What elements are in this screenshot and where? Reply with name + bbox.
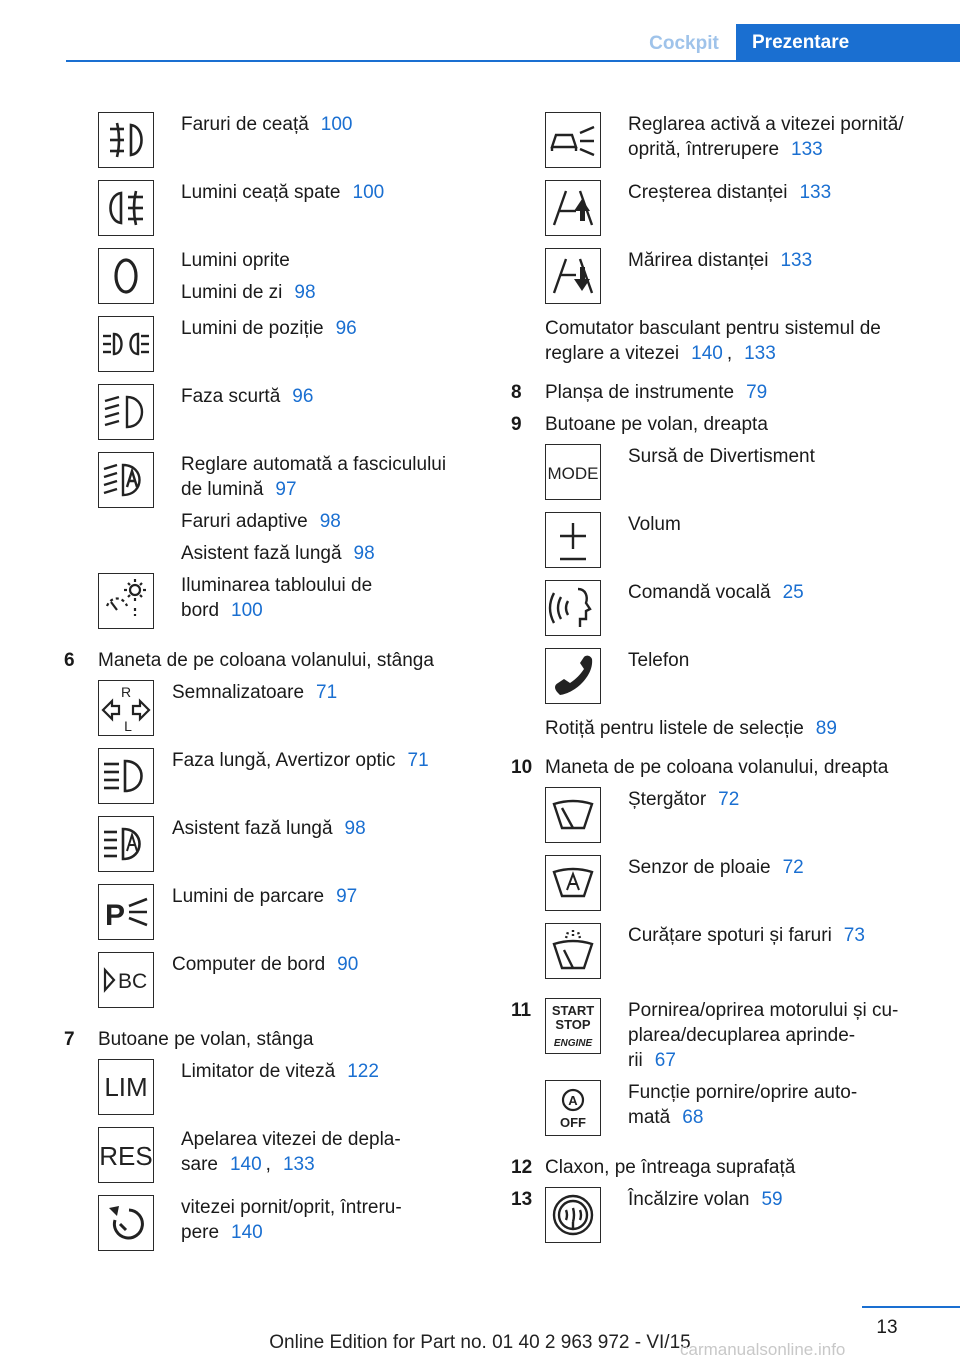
- light-label: de lumină 97: [181, 479, 297, 500]
- section-title: Butoane pe volan, dreapta: [545, 414, 768, 435]
- item-label: Mărirea distanței 133: [628, 250, 813, 271]
- page-ref-link[interactable]: 133: [799, 182, 832, 203]
- auto-headlight-icon: [98, 452, 154, 508]
- light-label: Reglare automată a fasciculului: [181, 454, 447, 475]
- item-label: oprită, întrerupere 133: [628, 139, 823, 160]
- page-ref-link[interactable]: 100: [320, 114, 353, 135]
- res-icon-text: RES: [99, 1141, 153, 1171]
- section-number: 11: [511, 1000, 532, 1021]
- stop-icon-text: STOP: [555, 1017, 591, 1032]
- page-ref-link[interactable]: 97: [275, 479, 297, 500]
- section-number: 10: [511, 757, 533, 778]
- svg-text:A: A: [568, 1093, 578, 1108]
- voice-command-icon: [545, 580, 601, 636]
- edition-footer: Online Edition for Part no. 01 40 2 963 972 - VI/15: [269, 1332, 691, 1353]
- page-ref-link[interactable]: 73: [843, 925, 865, 946]
- section-title: Claxon, pe întreaga suprafață: [545, 1157, 796, 1178]
- page-ref-link[interactable]: 68: [682, 1107, 704, 1128]
- page-ref-link[interactable]: 140: [229, 1154, 262, 1175]
- mode-icon: [545, 444, 601, 500]
- page-ref-link[interactable]: 72: [718, 789, 740, 810]
- rocker-label: Comutator basculant pentru sistemul de: [545, 318, 881, 339]
- item-label: Apelarea vitezei de depla-: [181, 1129, 401, 1150]
- page-ref-link[interactable]: 79: [746, 382, 768, 403]
- cruise-control-icon: [98, 1195, 154, 1251]
- page-ref-link[interactable]: 97: [336, 886, 358, 907]
- item-label: rii 67: [628, 1050, 676, 1071]
- page-ref-link[interactable]: 140: [691, 343, 723, 364]
- item-label: Creșterea distanței 133: [628, 182, 832, 203]
- svg-text:L: L: [124, 718, 132, 734]
- distance-increase-icon: [545, 180, 601, 236]
- section-title: Maneta de pe coloana volanului, stânga: [98, 650, 434, 671]
- rocker-label: reglare a vitezei 140 , 133: [545, 343, 776, 364]
- page-header: [0, 24, 960, 62]
- page-ref-link[interactable]: 100: [231, 600, 263, 621]
- high-beam-assist-icon: [98, 816, 154, 872]
- item-label: Ștergător 72: [628, 789, 740, 810]
- rain-sensor-icon: [545, 855, 601, 911]
- section-number: 13: [511, 1189, 533, 1210]
- section-number: 8: [511, 382, 522, 403]
- section-title: Butoane pe volan, stânga: [98, 1029, 314, 1050]
- item-label: Funcție pornire/oprire auto-: [628, 1082, 858, 1103]
- volume-icon: [545, 512, 601, 568]
- tab-prezentare[interactable]: Prezentare: [736, 24, 960, 62]
- dashboard-illumination-icon: [98, 573, 154, 629]
- wheel-label: Rotiță pentru listele de selecție 89: [545, 718, 837, 739]
- low-beam-icon: [98, 384, 154, 440]
- page-ref-link[interactable]: 133: [791, 139, 823, 160]
- item-label: sare 140 , 133: [181, 1154, 315, 1175]
- page-ref-link[interactable]: 25: [782, 582, 804, 603]
- item-label: pere 140: [181, 1222, 263, 1243]
- section-number: 9: [511, 414, 522, 435]
- light-label: Faza scurtă 96: [181, 386, 314, 407]
- page-ref-link[interactable]: 59: [761, 1189, 783, 1210]
- item-label: Comandă vocală 25: [628, 582, 804, 603]
- item-label: vitezei pornit/oprit, întreru-: [181, 1197, 402, 1218]
- light-label: Iluminarea tabloului de: [181, 575, 373, 596]
- page-ref-link[interactable]: 89: [815, 718, 837, 739]
- item-label: Limitator de viteză 122: [181, 1061, 379, 1082]
- page-ref-link[interactable]: 100: [352, 182, 385, 203]
- light-label: Lumini ceață spate 100: [181, 182, 385, 203]
- watermark: carmanualsonline.info: [680, 1340, 846, 1359]
- svg-text:R: R: [120, 684, 132, 700]
- start-icon-text: START: [551, 1003, 595, 1018]
- page-ref-link[interactable]: 96: [335, 318, 357, 339]
- high-beam-icon: [98, 748, 154, 804]
- fog-light-front-icon: [98, 112, 154, 168]
- page-ref-link[interactable]: 98: [319, 511, 341, 532]
- item-label: Semnalizatoare 71: [172, 682, 338, 703]
- item-label: Telefon: [628, 650, 690, 671]
- item-label: Computer de bord 90: [172, 954, 359, 975]
- engine-icon-text: ENGINE: [553, 1038, 593, 1049]
- board-computer-icon: [98, 952, 154, 1008]
- item-label: Lumini de parcare 97: [172, 886, 358, 907]
- item-label: Curățare spoturi și faruri 73: [628, 925, 865, 946]
- page-ref-link[interactable]: 71: [316, 682, 338, 703]
- lim-icon-text: LIM: [104, 1072, 148, 1102]
- item-label: Asistent fază lungă 98: [172, 818, 366, 839]
- page-ref-link[interactable]: 72: [782, 857, 804, 878]
- light-label: Lumini de poziție 96: [181, 318, 357, 339]
- page-ref-link[interactable]: 98: [353, 543, 375, 564]
- page-ref-link[interactable]: 98: [344, 818, 366, 839]
- distance-enlarge-icon: [545, 248, 601, 304]
- item-label: Pornirea/oprirea motorului și cu-: [628, 1000, 899, 1021]
- page-ref-link[interactable]: 140: [231, 1222, 263, 1243]
- item-label: Încălzire volan 59: [628, 1189, 783, 1210]
- fog-light-rear-icon: [98, 180, 154, 236]
- section-number: 6: [64, 650, 75, 671]
- section-title: Maneta de pe coloana volanului, dreapta: [545, 757, 889, 778]
- tab-cockpit[interactable]: Cockpit: [649, 33, 719, 54]
- steering-heat-icon: [545, 1187, 601, 1243]
- page-ref-link[interactable]: 133: [780, 250, 813, 271]
- item-label: Sursă de Divertisment: [628, 446, 815, 467]
- page-ref-link[interactable]: 122: [347, 1061, 379, 1082]
- off-icon-text: OFF: [560, 1115, 586, 1130]
- lim-icon: [98, 1059, 154, 1115]
- washer-icon: [545, 923, 601, 979]
- telephone-icon: [545, 648, 601, 704]
- wiper-icon: [545, 787, 601, 843]
- light-label: Lumini de zi 98: [181, 282, 316, 303]
- res-icon: [98, 1127, 154, 1183]
- svg-text:BC: BC: [118, 970, 148, 993]
- item-label: Volum: [628, 514, 681, 535]
- item-label: Faza lungă, Avertizor optic 71: [172, 750, 429, 771]
- page-ref-link[interactable]: 133: [744, 343, 776, 364]
- page-ref-link[interactable]: 90: [337, 954, 359, 975]
- item-label: plarea/decuplarea aprinde-: [628, 1025, 856, 1046]
- turn-signal-icon: [98, 680, 154, 736]
- page-number-rule: [862, 1306, 960, 1308]
- item-label: Reglarea activă a vitezei pornită/: [628, 114, 904, 135]
- parking-lights-icon: [98, 316, 154, 372]
- section-title: Planșa de instrumente 79: [545, 382, 768, 403]
- page-ref-link[interactable]: 67: [654, 1050, 676, 1071]
- lights-off-icon: [98, 248, 154, 304]
- active-cruise-icon: [545, 112, 601, 168]
- light-label: Faruri de ceață 100: [181, 114, 353, 135]
- parking-light-icon: [98, 884, 154, 940]
- svg-text:P: P: [105, 899, 126, 932]
- auto-start-stop-icon: [545, 1080, 601, 1136]
- light-label: bord 100: [181, 600, 263, 621]
- start-stop-icon: [545, 998, 601, 1054]
- item-label: Senzor de ploaie 72: [628, 857, 804, 878]
- page-ref-link[interactable]: 133: [282, 1154, 315, 1175]
- light-label: Faruri adaptive 98: [181, 511, 341, 532]
- section-number: 7: [64, 1029, 75, 1050]
- page-ref-link[interactable]: 71: [407, 750, 429, 771]
- item-label: mată 68: [628, 1107, 704, 1128]
- page-ref-link[interactable]: 98: [294, 282, 316, 303]
- page-ref-link[interactable]: 96: [292, 386, 314, 407]
- section-number: 12: [511, 1157, 533, 1178]
- light-label: Asistent fază lungă 98: [181, 543, 375, 564]
- light-label: Lumini oprite: [181, 250, 290, 271]
- mode-icon-text: MODE: [547, 464, 599, 483]
- page-number: 13: [876, 1317, 898, 1338]
- header-rule: [66, 60, 960, 62]
